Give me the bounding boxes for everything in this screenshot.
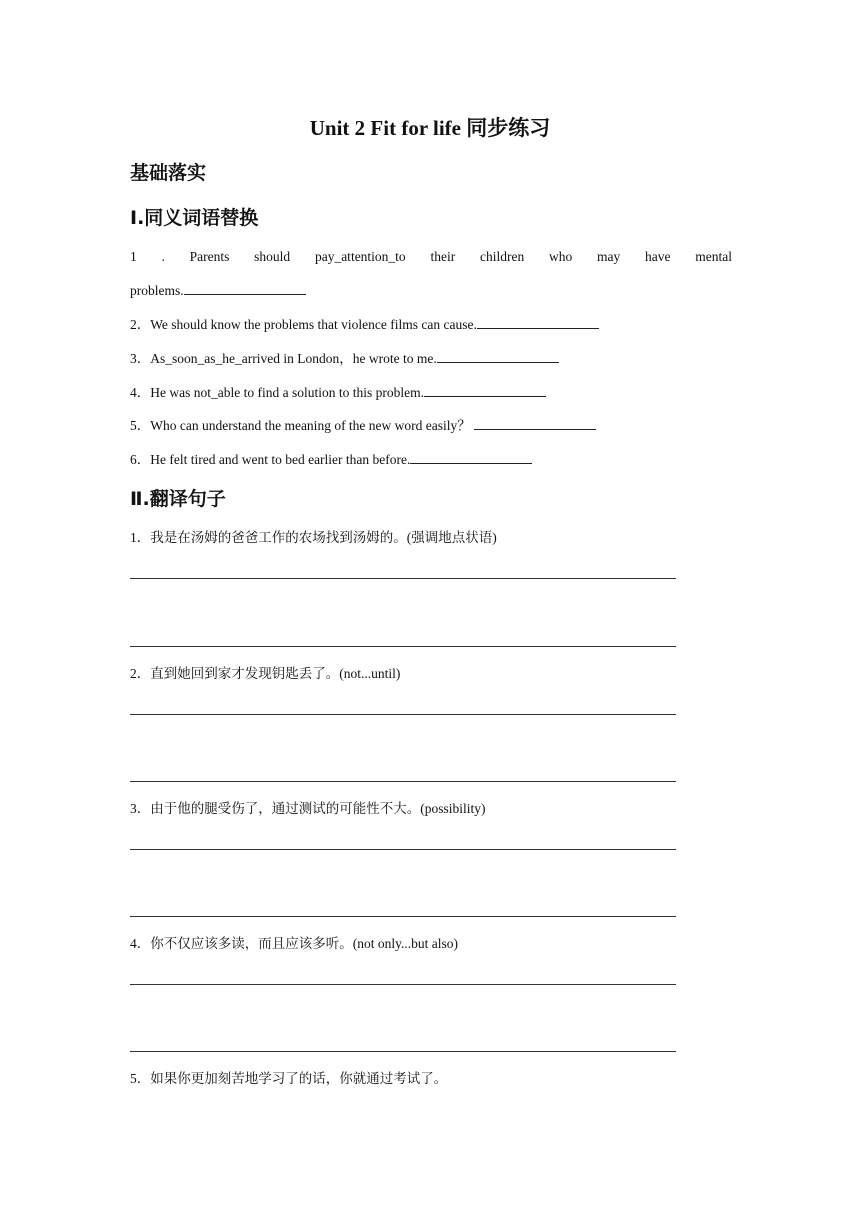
part1-question-5 bbox=[130, 416, 596, 436]
answer-line[interactable] bbox=[130, 714, 676, 715]
q1-word: pay_attention_to bbox=[314, 249, 406, 264]
q1-word: their bbox=[430, 249, 456, 264]
question-text: 2．We should know the problems that violence films can cause. bbox=[130, 317, 477, 332]
q1-word: should bbox=[254, 249, 291, 264]
part1-heading: Ⅰ.同义词语替换 bbox=[130, 207, 259, 229]
question-text: 4．He was not_able to find a solution to this problem. bbox=[130, 385, 424, 400]
part2-question-1: 1．我是在汤姆的爸爸工作的农场找到汤姆的。(强调地点状语) bbox=[130, 530, 497, 545]
q1-word: 1 bbox=[130, 249, 137, 264]
part2-question-5: 5．如果你更加刻苦地学习了的话，你就通过考试了。 bbox=[130, 1071, 448, 1086]
q1-continuation: problems. bbox=[130, 283, 184, 298]
part1-question-6 bbox=[130, 450, 532, 470]
part1-question-1-cont bbox=[130, 281, 306, 301]
q1-word: mental bbox=[695, 249, 732, 264]
section-heading-basics: 基础落实 bbox=[130, 162, 207, 184]
answer-blank[interactable] bbox=[410, 451, 532, 464]
page-title: Unit 2 Fit for life 同步练习 bbox=[309, 116, 551, 140]
part1-question-2 bbox=[130, 315, 599, 335]
answer-blank[interactable] bbox=[424, 384, 546, 397]
part2-question-2: 2．直到她回到家才发现钥匙丢了。(not...until) bbox=[130, 666, 401, 681]
answer-line[interactable] bbox=[130, 849, 676, 850]
part1-question-1-line bbox=[130, 247, 732, 267]
q1-word: . bbox=[161, 249, 165, 264]
q1-word: who bbox=[548, 249, 573, 264]
answer-line[interactable] bbox=[130, 646, 676, 647]
q1-word: have bbox=[645, 249, 671, 264]
answer-line[interactable] bbox=[130, 578, 676, 579]
answer-line[interactable] bbox=[130, 916, 676, 917]
part2-heading: Ⅱ.翻译句子 bbox=[130, 488, 226, 510]
part1-question-3 bbox=[130, 349, 559, 369]
answer-blank[interactable] bbox=[437, 350, 559, 363]
answer-blank[interactable] bbox=[477, 316, 599, 329]
part2-question-3: 3．由于他的腿受伤了，通过测试的可能性不大。(possibility) bbox=[130, 801, 486, 816]
answer-blank[interactable] bbox=[184, 282, 306, 295]
question-text: 5．Who can understand the meaning of the new word easily？ bbox=[130, 418, 471, 433]
part2-question-4: 4．你不仅应该多读，而且应该多听。(not only...but also) bbox=[130, 936, 458, 951]
question-text: 3．As_soon_as_he_arrived in London，he wrote to me. bbox=[130, 351, 437, 366]
answer-blank[interactable] bbox=[474, 417, 596, 430]
q1-word: children bbox=[479, 249, 525, 264]
question-text: 6．He felt tired and went to bed earlier than before. bbox=[130, 452, 411, 467]
part1-question-4 bbox=[130, 383, 546, 403]
q1-word: Parents bbox=[189, 249, 230, 264]
answer-line[interactable] bbox=[130, 1051, 676, 1052]
answer-line[interactable] bbox=[130, 984, 676, 985]
answer-line[interactable] bbox=[130, 781, 676, 782]
q1-word: may bbox=[596, 249, 621, 264]
